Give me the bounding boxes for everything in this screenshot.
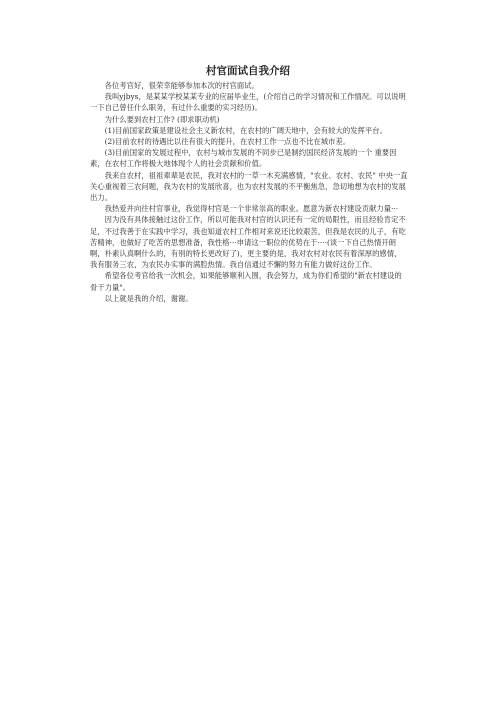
document-body: [90, 80, 408, 304]
paragraph: 希望各位考官给我一次机会，如果能够顺利入围，我会努力，成为你们希望的"新农村建设的骨干力量"。: [90, 271, 402, 292]
paragraph: 我来自农村，祖祖辈辈是农民，我对农村的一草一木充满感情，"农业、农村、农民" 中央一直关心重视着三农问题，我为农村的发展欣喜，也为农村发展的不平衡焦急，急切地想为农村的发展出力。: [90, 170, 408, 203]
paragraph: 我叫yjbys，是某某学校某某专业的应届毕业生，(介绍自己的学习情况和工作情况。可以说明一下自己曾任什么职务，有过什么重要的实习经历)。: [90, 92, 406, 113]
paragraph: 因为没有具体接触过这份工作，所以可能我对村官的认识还有一定的局限性，而且经验肯定不足，不过我善于在实践中学习，我也知道农村工作相对来说还比较艰苦，但我是农民的儿子，有吃苦精神，也做好了吃苦的思想准备，我性格···申请这一职位的优势在于····(谈一下自己热情开朗啊，朴素认真啊什么的，有别的特长更改好了)，更主要的是，我对农村对农民有着深厚的感情，我有服务三农，为农民办实事的满腔热情。我自信通过不懈的努力有能力做好这份工作。: [90, 215, 406, 270]
paragraph: 我热爱并向往村官事业，我觉得村官是一个非常崇高的职业。愿意为新农村建设贡献力量···: [104, 204, 399, 214]
paragraph: (2)目前农村的待遇比以往有很大的提升，在农村工作一点也不比在城市差。: [104, 137, 351, 147]
document-title: 村官面试自我介绍: [206, 65, 290, 77]
paragraph: (1)目前国家政策是建设社会主义新农村，在农村的广阔天地中，会有较大的发挥平台。: [104, 125, 387, 135]
paragraph: 为什么要到农村工作? (即求职动机): [104, 114, 220, 124]
paragraph: 各位考官好，很荣幸能够参加本次的村官面试。: [104, 81, 259, 90]
paragraph: (3)目前国家的发展过程中，农村与城市发展的不同步已是制约国民经济发展的一个 重要因素，在农村工作将极大地体现个人的社会贡献和价值。: [90, 148, 397, 169]
paragraph: 以上就是我的介绍，谢谢。: [104, 293, 193, 303]
